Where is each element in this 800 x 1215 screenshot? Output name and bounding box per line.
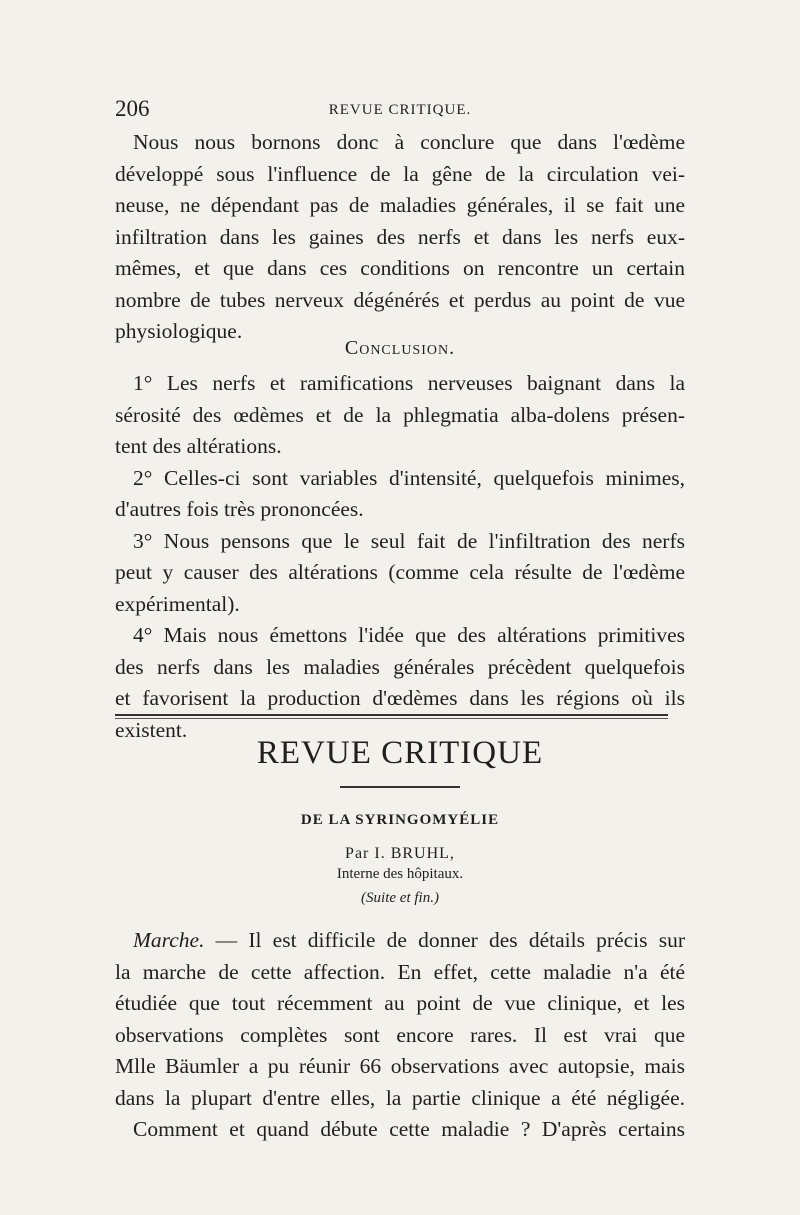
paragraph-conclusion-intro: [115, 127, 685, 348]
text-line: dans la plupart d'entre elles, la partie clinique a été négligée.: [115, 1085, 685, 1110]
section-divider: [115, 714, 668, 716]
section-divider: [115, 718, 668, 719]
conclusion-heading: Conclusion.: [344, 337, 456, 359]
author-affiliation: Interne des hôpitaux.: [336, 866, 464, 882]
article-subtitle: DE LA SYRINGOMYÉLIE: [300, 812, 500, 828]
text-line: nombre de tubes nerveux dégénérés et perdus au point de vue: [115, 287, 685, 312]
text-line: peut y causer des altérations (comme cela résulte de l'œdème: [115, 560, 685, 584]
section-title: REVUE CRITIQUE: [256, 735, 544, 771]
text-line: 3° Nous pensons que le seul fait de l'infiltration des nerfs: [133, 528, 685, 553]
text-line: expérimental).: [115, 591, 240, 616]
text-line: étudiée que tout récemment au point de vue clinique, et les: [115, 991, 685, 1015]
text-line: tent des altérations.: [115, 434, 282, 458]
running-title: REVUE CRITIQUE.: [328, 102, 472, 118]
text-line: observations complètes sont encore rares. Il est vrai que: [115, 1022, 685, 1047]
text-line: 1° Les nerfs et ramifications nerveuses baignant dans la: [133, 371, 685, 395]
article-author: Par I. BRUHL,: [345, 845, 455, 862]
text-line: infiltration dans les gaines des nerfs et dans les nerfs eux-: [115, 224, 685, 249]
text-line: et favorisent la production d'œdèmes dans les régions où ils: [115, 686, 685, 710]
text-line: mêmes, et que dans ces conditions on rencontre un certain: [115, 256, 685, 280]
text-line: 4° Mais nous émettons l'idée que des altérations primitives: [133, 623, 685, 647]
continuation-note: (Suite et fin.): [361, 890, 439, 906]
page-header: [115, 96, 685, 126]
text-line: neuse, ne dépendant pas de maladies générales, il se fait une: [115, 193, 685, 217]
text-line: d'autres fois très prononcées.: [115, 497, 364, 521]
title-underline: [340, 786, 460, 788]
paragraph-marche: [115, 925, 685, 1146]
text-line: 2° Celles-ci sont variables d'intensité, quelquefois minimes,: [133, 465, 685, 490]
text-line: physiologique.: [115, 319, 243, 343]
page-number: 206: [115, 96, 150, 121]
text-line: sérosité des œdèmes et de la phlegmatia alba-dolens présen-: [115, 402, 685, 427]
text-line: la marche de cette affection. En effet, cette maladie n'a été: [115, 959, 685, 984]
text-line: des nerfs dans les maladies générales précèdent quelquefois: [115, 654, 685, 679]
text-line: Nous nous bornons donc à conclure que dans l'œdème: [133, 130, 685, 154]
paragraph-lead-word: Marche.: [133, 928, 205, 952]
text-line: développé sous l'influence de la gêne de la circulation vei-: [115, 161, 685, 186]
text-line: existent.: [115, 717, 188, 742]
line-text: — Il est difficile de donner des détails précis sur: [204, 928, 685, 952]
text-line: Comment et quand débute cette maladie ? D'après certains: [133, 1117, 685, 1141]
text-line: Mlle Bäumler a pu réunir 66 observations avec autopsie, mais: [115, 1054, 685, 1078]
conclusion-list: [115, 368, 685, 746]
text-line: [115, 925, 685, 957]
